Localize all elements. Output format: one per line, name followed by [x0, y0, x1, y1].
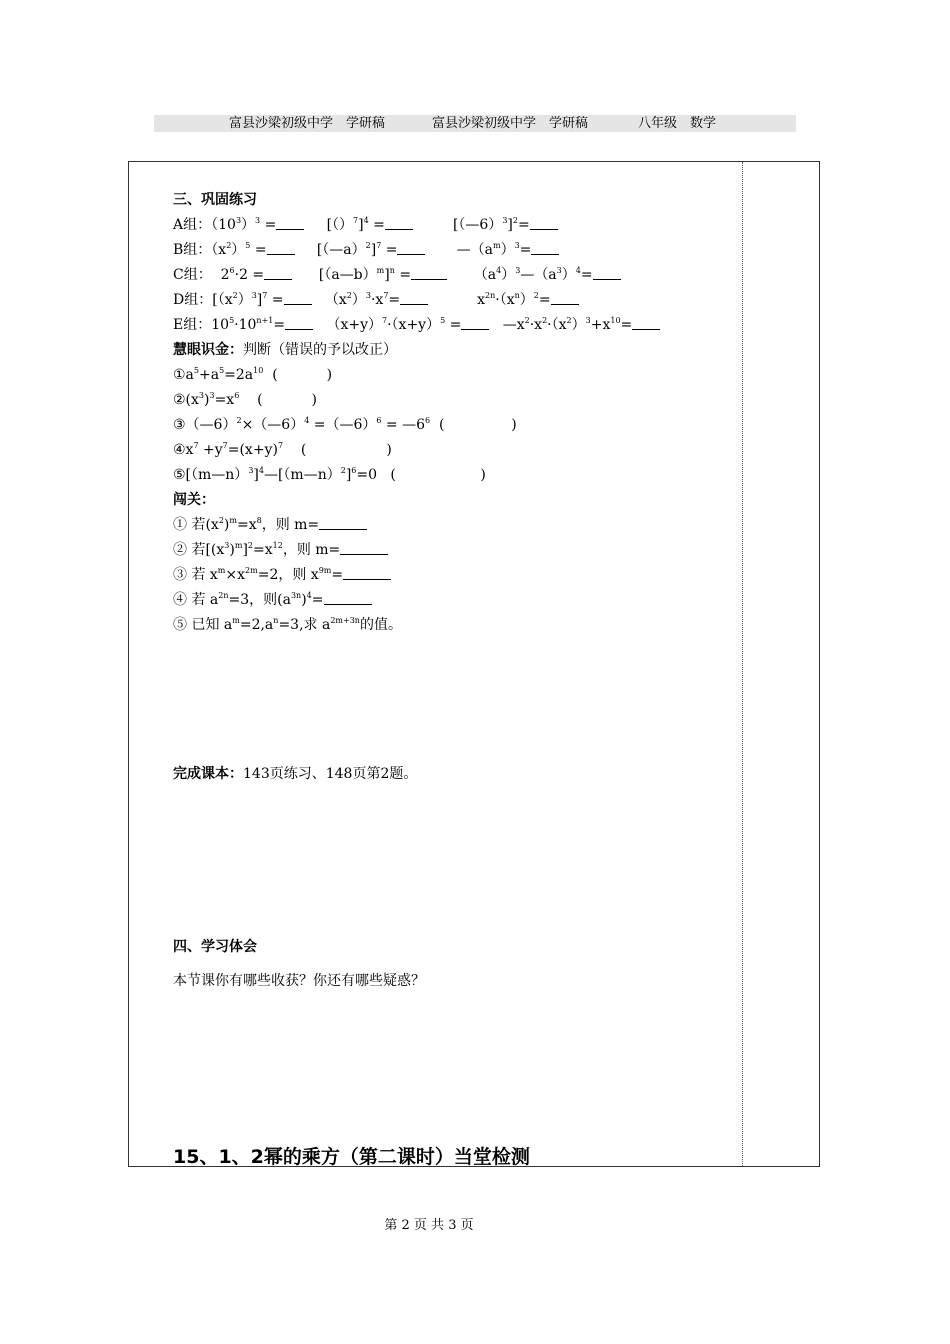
judge-heading [173, 340, 397, 360]
group-a-line: A组：$(10^3)^3$ = $[()^7]^4$ = [（—6）$^3$]$^2$= [173, 215, 558, 235]
challenge-item-5: ⑤ 已知 $a^m=2,a^n=3$,求 $a^{2m+3n}$的值。 [173, 616, 402, 633]
challenge-item-3: ③ 若 $x^m\times x^{2m}=2$，则 $x^{9m}=$ [173, 565, 391, 585]
group-a-label: A组： [173, 217, 212, 233]
judge-instruction: 判断（错误的予以改正） [243, 342, 397, 358]
judge-item-3: ③（—6）$^2$×（—6）$^4$ =（—6）$^6$ = $—6^6$ ( ) [173, 416, 517, 433]
homework-line [173, 764, 417, 784]
group-b-label: B组： [173, 242, 212, 258]
challenge-item-4: ④ 若 $a^{2n}=3$，则$(a^{3n})^4=$ [173, 590, 372, 610]
group-d-label: D组： [173, 292, 213, 308]
group-c-label: C组： [173, 267, 212, 283]
judge-item-1: $①a^5+a^5=2a^{10}$ ( ) [173, 366, 333, 383]
header-school-2: 富县沙梁初级中学 学研稿 [432, 116, 589, 131]
group-d-line: D组：$[(x^2)^3]^7 = (x^2)^3\cdot x^7=$ $x^{2n}\cdot(x^n)^2=$ [173, 290, 579, 310]
header-grade-subject: 八年级 数学 [638, 116, 717, 131]
challenge-item-2: ② 若$[(x^3)^m]^2=x^{12}$，则 m= [173, 540, 388, 560]
margin-divider [742, 162, 743, 1166]
header-school-1: 富县沙梁初级中学 学研稿 [229, 116, 386, 131]
group-e-label: E组： [173, 317, 212, 333]
next-section-title: 15、1、2幂的乘方（第二课时）当堂检测 [173, 1146, 530, 1168]
group-b-line: B组：$(x^2)^5$ = [（—a）$^2$]$^7$ = $—(a^m)^3=$ [173, 240, 559, 260]
content-frame [128, 161, 820, 1167]
judge-item-5: ⑤[（m—n）$^3$]$^4$—[（m—n）$^2$]$^6$=0 ( ) [173, 466, 486, 483]
practice-title: 三、巩固练习 [173, 192, 257, 208]
homework-title: 完成课本： [173, 766, 243, 782]
homework-text: 143页练习、148页第2题。 [243, 766, 418, 782]
challenge-item-1: ① 若$(x^2)^m=x^8$，则 m= [173, 515, 367, 535]
reflection-question: 本节课你有哪些收获？你还有哪些疑惑？ [173, 973, 425, 989]
group-e-line: E组：$10^5\cdot 10^{n+1}= (x+y)^7\cdot(x+y)^5$ = $—x^2\cdot x^2\cdot(x^2)^3+x^{10}=$ [173, 315, 660, 335]
challenge-title: 闯关： [173, 492, 215, 508]
reflection-title: 四、学习体会 [173, 939, 257, 955]
document-header [154, 115, 796, 132]
group-c-line: C组： $2^6\cdot 2$ = [（a—b）$^m$]$^n$ = $(a^4)^3—(a^3)^4=$ [173, 265, 621, 285]
judge-item-2: $②(x^3)^3=x^6$ ( ) [173, 391, 317, 408]
judge-title: 慧眼识金： [173, 342, 243, 358]
page-footer: 第 2 页 共 3 页 [384, 1218, 474, 1233]
judge-item-4: $④x^7 +y^7=(x+y)^7$ ( ) [173, 441, 392, 458]
